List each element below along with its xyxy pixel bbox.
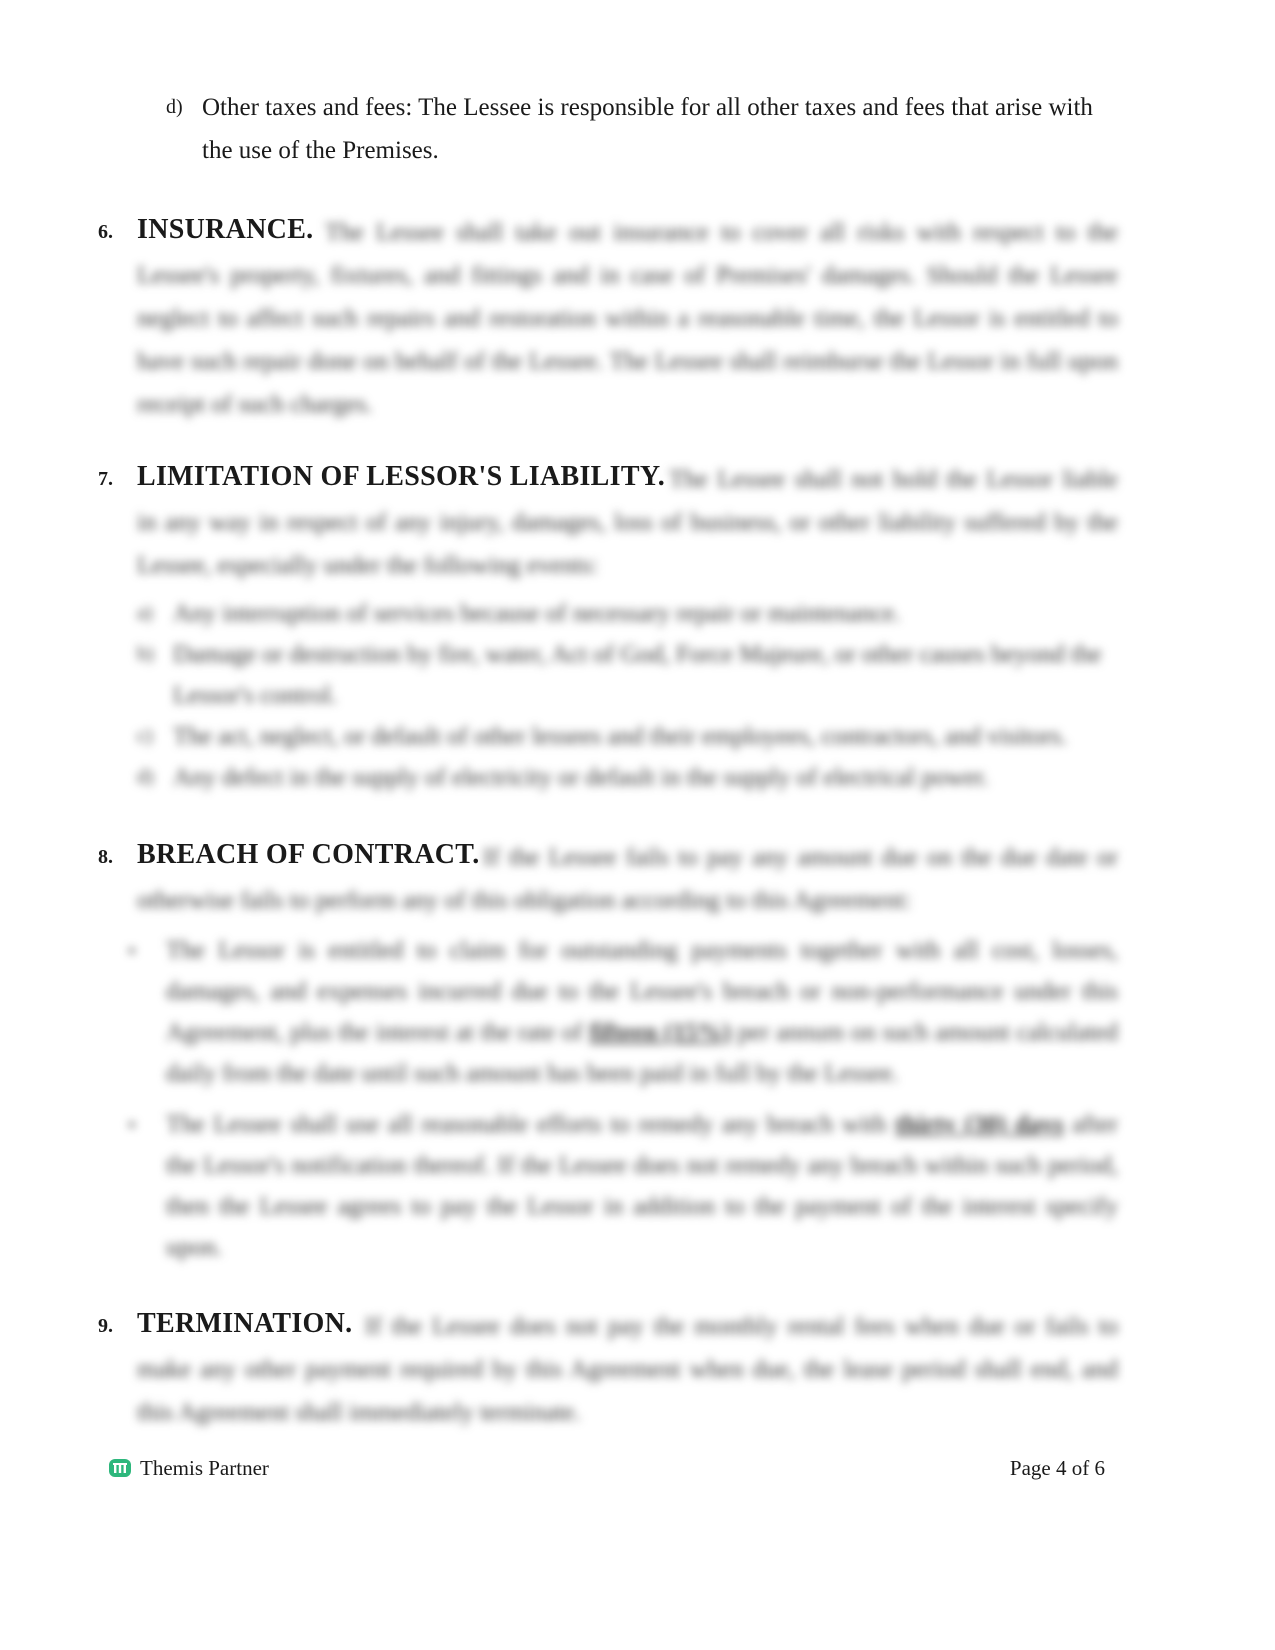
section-title: LIMITATION OF LESSOR'S LIABILITY. — [137, 461, 666, 492]
section-body: The Lessee shall take out insurance to cover all risks with respect to the Lessee's property, fixtures, and fittings and in case of Premises' damages. Should the Lessee neglect to affect such repairs and restoration within a reasonable time, the Lessor is entitled to have such repair done on behalf of the Lessee. The Lessee shall reimburse the Lessor in full upon receipt of such charges. — [137, 219, 1118, 418]
list-item — [137, 634, 1118, 716]
list-item-text: The Lessee shall use all reasonable efforts to remedy any breach with thirty (30) days after the Lessor's notification thereof. If the Lessee does not remedy any breach within such period, then the Lessee agrees to pay the Lessor in addition to the payment of the interest specify upon. — [166, 1111, 1118, 1261]
section-body: The Lessee shall not hold the Lessor liable in any way in respect of any injury, damages, loss of business, or other liability suffered by the Lessee, especially under the following events: — [137, 466, 1118, 579]
list-item — [128, 1104, 1118, 1268]
section-number: 7. — [98, 468, 113, 490]
list-item — [137, 716, 1118, 757]
list-item-text: Any interruption of services because of necessary repair or maintenance. — [173, 600, 901, 627]
section-breach-of-contract — [98, 833, 1118, 1278]
section-title: BREACH OF CONTRACT. — [137, 839, 480, 870]
list-item — [128, 930, 1118, 1094]
list-item-text: The Lessor is entitled to claim for outstanding payments together with all cost, losses, damages, and expenses incurred due to the Lessee's breach or non-performance under this Agreement, plus the interest at the rate of fifteen (15%) per annum on such amount calculated daily from the date until such amount has been paid in full by the Lessee. — [166, 937, 1119, 1087]
interest-rate: fifteen (15%) — [589, 1019, 731, 1046]
breach-remedies-list — [128, 930, 1118, 1268]
page-number: Page 4 of 6 — [1009, 1455, 1105, 1480]
section-number: 6. — [98, 221, 113, 243]
list-item-mark: d) — [137, 766, 154, 788]
liability-events-list — [137, 593, 1118, 798]
brand-name: Themis Partner — [140, 1455, 269, 1480]
list-item — [137, 757, 1118, 798]
brand — [108, 1456, 269, 1481]
themis-logo-icon — [108, 1457, 132, 1479]
list-item-mark: b) — [137, 643, 154, 665]
section-body: If the Lessee fails to pay any amount due on the due date or otherwise fails to perform any of this obligation according to this Agreement: — [137, 844, 1118, 914]
page-footer — [108, 1452, 1105, 1484]
sub-item-d — [166, 86, 1120, 172]
sub-item-text: Other taxes and fees: The Lessee is responsible for all other taxes and fees that arise with the use of the Premises. — [202, 94, 1093, 164]
bullet-icon: • — [128, 1112, 136, 1137]
section-limitation-of-liability — [98, 455, 1118, 798]
section-insurance — [98, 208, 1118, 426]
section-number: 8. — [98, 846, 113, 868]
list-item-mark: c) — [137, 725, 153, 747]
list-item-text: Damage or destruction by fire, water, Act of God, Force Majeure, or other causes beyond the Lessor's control. — [173, 641, 1102, 709]
section-title: INSURANCE. — [137, 214, 314, 245]
sub-item-letter: d) — [166, 96, 183, 118]
list-item-text: The act, neglect, or default of other lessees and their employees, contractors, and visitors. — [173, 723, 1068, 750]
section-title: TERMINATION. — [137, 1308, 353, 1339]
remedy-period: thirty (30) days — [894, 1111, 1064, 1138]
bullet-icon: • — [128, 938, 136, 963]
list-item-mark: a) — [137, 602, 153, 624]
section-number: 9. — [98, 1315, 113, 1337]
list-item — [137, 593, 1118, 634]
section-termination — [98, 1302, 1118, 1434]
list-item-text: Any defect in the supply of electricity or default in the supply of electrical power. — [173, 764, 989, 791]
section-body: If the Lessee does not pay the monthly rental fees when due or fails to make any other payment required by this Agreement when due, the lease period shall end, and this Agreement shall immediately terminate. — [137, 1313, 1118, 1426]
